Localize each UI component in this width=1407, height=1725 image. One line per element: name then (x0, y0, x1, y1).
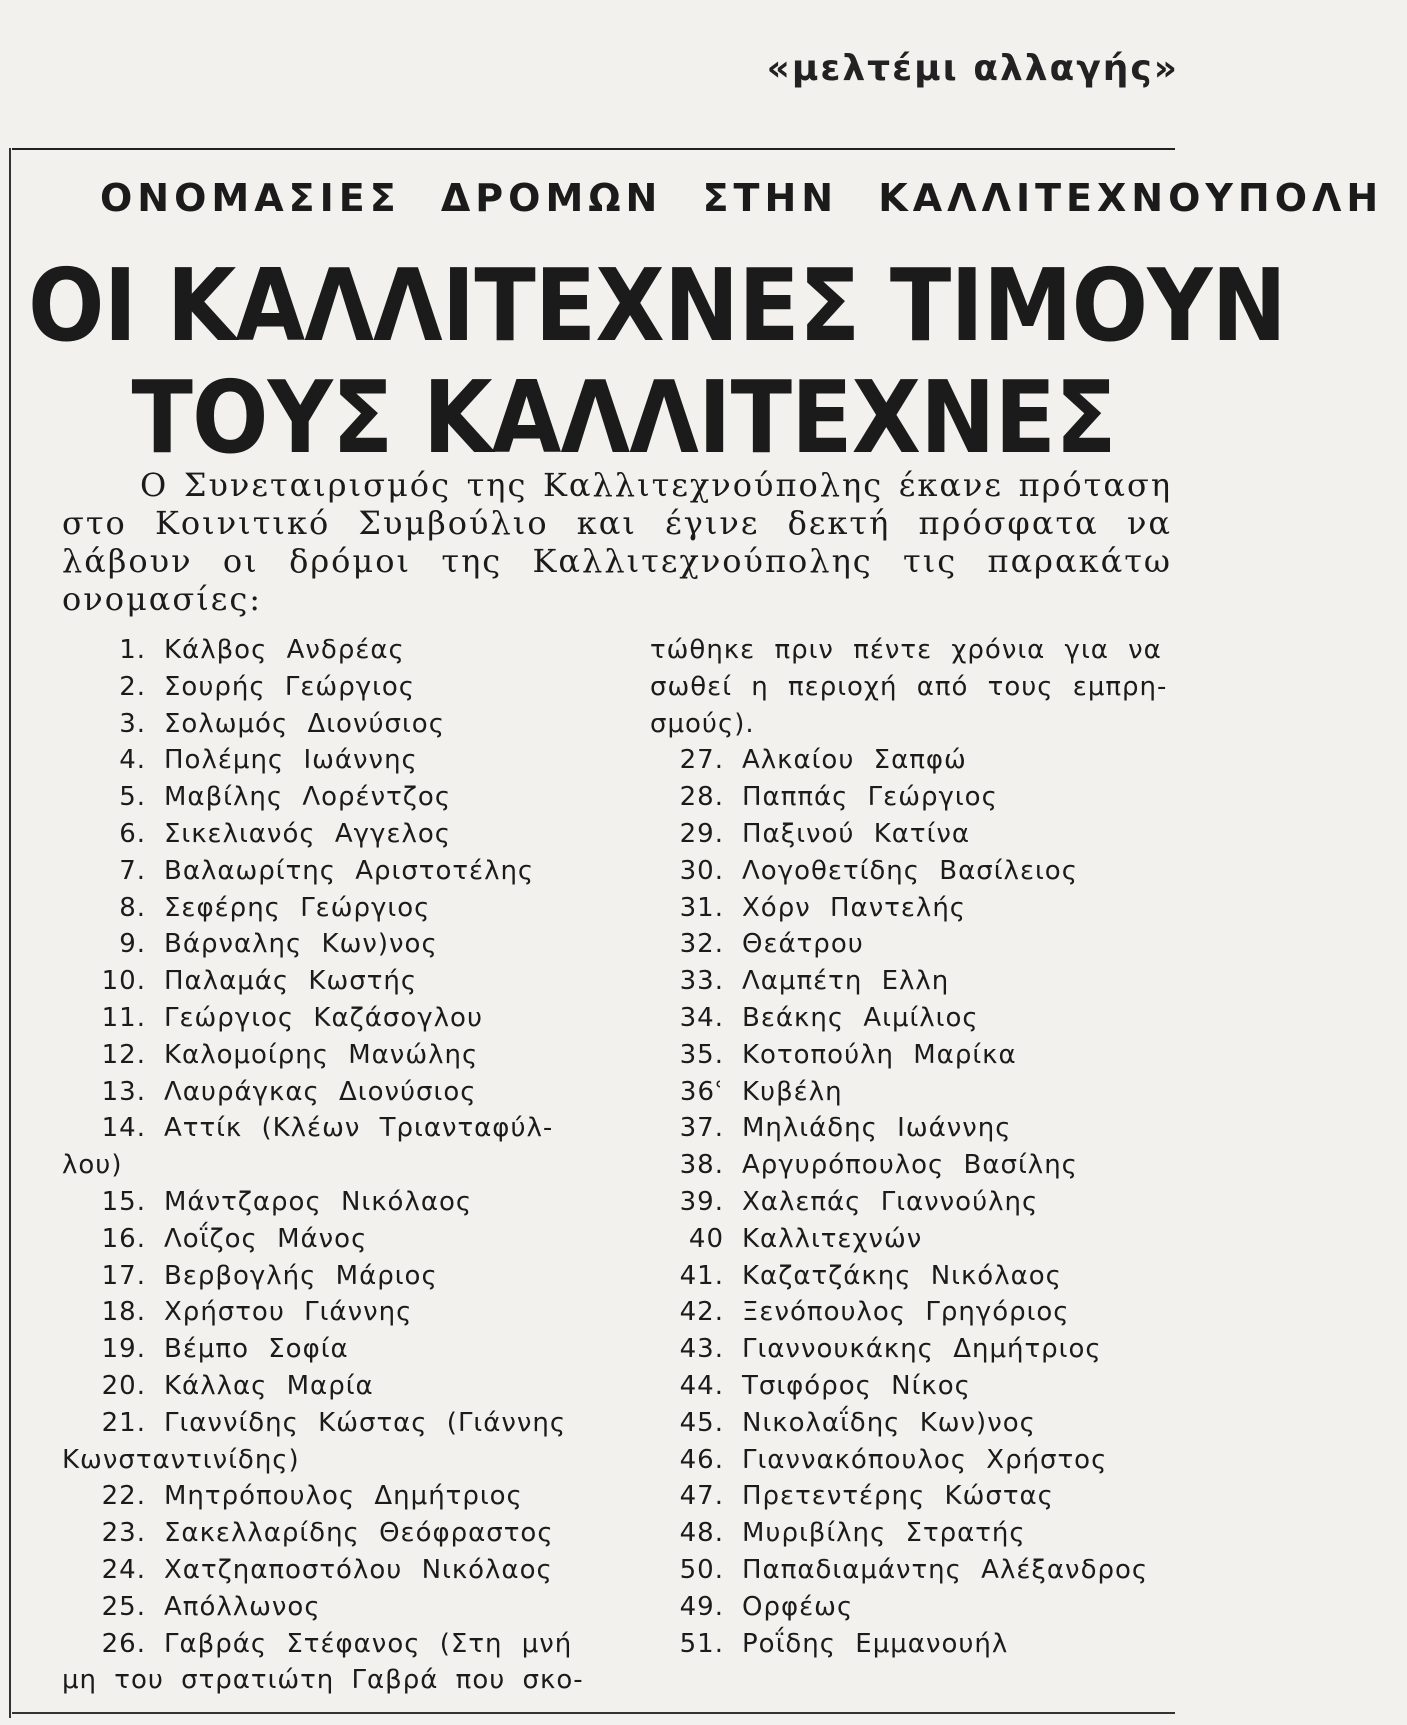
list-item-name: Κυβέλη (742, 1076, 843, 1107)
list-item-name: Βέμπο Σοφία (164, 1334, 349, 1365)
list-item-name: Κάλβος Ανδρέας (164, 635, 405, 665)
list-item-name: Σουρής Γεώργιος (164, 671, 416, 702)
left-column-list (62, 632, 622, 1699)
list-item-name: Βάρναλης Κων)νος (164, 929, 438, 960)
list-item-name: Μαβίλης Λορέντζος (164, 782, 452, 813)
list-item-number: 5. (119, 782, 146, 813)
list-item-number: 10. (101, 966, 146, 997)
list-item-number: 38. (679, 1150, 724, 1181)
list-item (650, 853, 1190, 890)
list-item (650, 1515, 1190, 1552)
list-item (62, 1221, 622, 1258)
list-item-number: 23. (101, 1518, 146, 1549)
list-item-name: Λαμπέτη Ελλη (742, 966, 950, 997)
list-item-number: 42. (679, 1297, 724, 1328)
list-item (62, 890, 622, 927)
list-item-number: 14. (101, 1113, 146, 1144)
list-item-name: Αττίκ (Κλέων Τριανταφύλ- (164, 1113, 554, 1144)
list-item-continuation: λου) (62, 1150, 123, 1181)
list-item (650, 1478, 1190, 1515)
list-item-number: 34. (679, 1002, 724, 1033)
list-item-number: 12. (101, 1039, 146, 1070)
list-item (650, 1405, 1190, 1442)
list-item-name: Χόρν Παντελής (742, 892, 967, 923)
list-item-name: Βερβογλής Μάριος (164, 1260, 438, 1291)
list-item-name: Τσιφόρος Νίκος (742, 1370, 971, 1401)
list-item-number: 43. (679, 1334, 724, 1365)
list-item (650, 816, 1190, 853)
list-item (62, 963, 622, 1000)
top-rule (12, 148, 1175, 150)
list-item-number: 40 (688, 1223, 724, 1254)
list-item (650, 1368, 1190, 1405)
list-item-name: Βεάκης Αιμίλιος (742, 1002, 979, 1033)
list-item (62, 1184, 622, 1221)
list-item (62, 1515, 622, 1552)
list-item (62, 1552, 622, 1589)
list-item (62, 1626, 622, 1663)
list-item-number: 2. (119, 671, 146, 702)
list-item-name: Γιαννακόπουλος Χρήστος (742, 1444, 1108, 1475)
list-item-name: Μυριβίλης Στρατής (742, 1518, 1026, 1549)
list-item-number: 51. (679, 1628, 724, 1659)
list-item-number: 49. (679, 1591, 724, 1622)
list-item-name: Πρετεντέρης Κώστας (742, 1481, 1054, 1512)
list-item (650, 1294, 1190, 1331)
list-item (62, 706, 622, 743)
right-column-continuation-line: σωθεί η περιοχή από τους εμπρη- (650, 671, 1168, 702)
list-item-name: Μητρόπουλος Δημήτριος (164, 1481, 523, 1512)
intro-text: Ο Συνεταιρισμός της Καλλιτεχνούπολης έκανε πρόταση στο Κοινιτικό Συμβούλιο και έγινε δεκτή πρόσφατα να λάβουν οι δρόμοι της Καλλιτεχνούπολης τις παρακάτω ονομασίες: (62, 466, 1172, 618)
list-item-number: 50. (679, 1554, 724, 1585)
list-item-number: 27. (679, 745, 724, 776)
list-item-number: 19. (101, 1334, 146, 1365)
headline (28, 247, 1286, 476)
list-item-number: 28. (679, 782, 724, 813)
list-item-name: Γεώργιος Καζάσογλου (164, 1002, 484, 1033)
list-item-number: 24. (101, 1554, 146, 1585)
list-item (650, 1184, 1190, 1221)
list-item-number: 20. (101, 1370, 146, 1401)
list-item-name: Μάντζαρος Νικόλαος (164, 1186, 473, 1217)
list-item-number: 44. (679, 1370, 724, 1401)
list-item-number: 45. (679, 1407, 724, 1438)
list-item (62, 1405, 622, 1442)
list-item-continuation: Κωνσταντινίδης) (62, 1444, 300, 1475)
list-item-number: 46. (679, 1444, 724, 1475)
list-item (650, 1442, 1190, 1479)
list-item-name: Γιαννίδης Κώστας (Γιάννης (164, 1407, 567, 1438)
right-column-list (650, 632, 1190, 1662)
list-item (62, 1294, 622, 1331)
list-item-number: 16. (101, 1223, 146, 1254)
list-item (62, 669, 622, 706)
list-item-name: Καλλιτεχνών (742, 1223, 923, 1254)
list-item (650, 1110, 1190, 1147)
list-item-name: Καζατζάκης Νικόλαος (742, 1260, 1062, 1291)
list-item-name: Αλκαίου Σαπφώ (742, 745, 967, 776)
list-item-number: 48. (679, 1518, 724, 1549)
right-column-continuation-line: σμούς). (650, 708, 755, 739)
list-item-number: 18. (101, 1297, 146, 1328)
list-item-number: 25. (101, 1591, 146, 1622)
left-column-rule (9, 148, 11, 1718)
list-item-name: Χρήστου Γιάννης (164, 1297, 413, 1328)
list-item-number: 11. (101, 1002, 146, 1033)
list-item-name: Λογοθετίδης Βασίλειος (742, 855, 1078, 886)
list-item-number: 22. (101, 1481, 146, 1512)
intro-paragraph (62, 466, 1172, 618)
list-item (62, 1110, 622, 1147)
list-item (650, 890, 1190, 927)
list-item-number: 36ʿ (679, 1076, 724, 1107)
list-item (62, 1478, 622, 1515)
list-item-number: 17. (101, 1260, 146, 1291)
list-item (650, 1000, 1190, 1037)
list-item-name: Νικολαΐδης Κων)νος (742, 1407, 1036, 1438)
list-item (650, 779, 1190, 816)
list-item (62, 1000, 622, 1037)
list-item-name: Καλομοίρης Μανώλης (164, 1039, 479, 1070)
list-item (62, 1368, 622, 1405)
list-item-name: Γαβράς Στέφανος (Στη μνή (164, 1628, 573, 1659)
list-item-number: 35. (679, 1039, 724, 1070)
list-item-number: 7. (119, 855, 146, 886)
headline-line-1: ΟΙ ΚΑΛΛΙΤΕΧΝΕΣ ΤΙΜΟΥΝ (28, 247, 1286, 364)
list-item (650, 1626, 1190, 1663)
list-item (62, 853, 622, 890)
list-item-number: 39. (679, 1186, 724, 1217)
list-item-number: 33. (679, 966, 724, 997)
list-item (62, 742, 622, 779)
list-item-name: Απόλλωνος (164, 1591, 321, 1622)
list-item-number: 47. (679, 1481, 724, 1512)
list-item-number: 13. (101, 1076, 146, 1107)
list-item-number: 37. (679, 1113, 724, 1144)
headline-line-2: ΤΟΥΣ ΚΑΛΛΙΤΕΧΝΕΣ (131, 359, 1116, 476)
list-item-number: 32. (679, 929, 724, 960)
list-item-number: 3. (119, 708, 146, 739)
list-item-name: Χατζηαποστόλου Νικόλαος (164, 1554, 553, 1585)
list-item (650, 1037, 1190, 1074)
list-item-name: Ξενόπουλος Γρηγόριος (742, 1297, 1070, 1328)
list-item (62, 1258, 622, 1295)
list-item-number: 21. (101, 1407, 146, 1438)
list-item (62, 632, 622, 669)
list-item-name: Παπαδιαμάντης Αλέξανδρος (742, 1554, 1149, 1585)
list-item-number: 31. (679, 892, 724, 923)
list-item-name: Βαλαωρίτης Αριστοτέλης (164, 855, 535, 886)
list-item-name: Πολέμης Ιωάννης (164, 745, 418, 776)
list-item (62, 1037, 622, 1074)
list-item-name: Γιαννουκάκης Δημήτριος (742, 1334, 1102, 1365)
list-item-name: Σικελιανός Αγγελος (164, 818, 452, 849)
list-item-name: Κάλλας Μαρία (164, 1370, 374, 1401)
list-item (62, 779, 622, 816)
list-item (650, 926, 1190, 963)
list-item-number: 1. (119, 635, 146, 665)
masthead: «μελτέμι αλλαγής» (766, 48, 1179, 89)
list-item (650, 742, 1190, 779)
list-item-number: 30. (679, 855, 724, 886)
list-item (650, 963, 1190, 1000)
list-item-name: Μηλιάδης Ιωάννης (742, 1113, 1012, 1144)
list-item-continuation: μη του στρατιώτη Γαβρά που σκο- (62, 1665, 584, 1696)
list-item (62, 1074, 622, 1111)
list-item-name: Σολωμός Διονύσιος (164, 708, 445, 739)
kicker: ΟΝΟΜΑΣΙΕΣ ΔΡΟΜΩΝ ΣΤΗΝ ΚΑΛΛΙΤΕΧΝΟΥΠΟΛΗ (100, 176, 1384, 220)
list-item-name: Ορφέως (742, 1591, 854, 1622)
list-item-name: Λαυράγκας Διονύσιος (164, 1076, 477, 1107)
list-item (62, 1331, 622, 1368)
list-item-name: Παλαμάς Κωστής (164, 966, 418, 997)
list-item-number: 26. (101, 1628, 146, 1659)
list-item (62, 926, 622, 963)
list-item (650, 1258, 1190, 1295)
right-column-continuation-line: τώθηκε πριν πέντε χρόνια για να (650, 635, 1162, 665)
list-item (650, 1331, 1190, 1368)
list-item (62, 816, 622, 853)
list-item (650, 1147, 1190, 1184)
list-item-name: Σακελλαρίδης Θεόφραστος (164, 1518, 554, 1549)
list-item-number: 6. (119, 818, 146, 849)
list-item-number: 4. (119, 745, 146, 776)
list-item-name: Αργυρόπουλος Βασίλης (742, 1150, 1078, 1181)
list-item-number: 9. (119, 929, 146, 960)
list-item (650, 1074, 1190, 1111)
list-item (650, 1589, 1190, 1626)
list-item-name: Παππάς Γεώργιος (742, 782, 998, 813)
list-item (650, 1552, 1190, 1589)
list-item-name: Θεάτρου (742, 929, 864, 960)
list-item-name: Κοτοπούλη Μαρίκα (742, 1039, 1017, 1070)
list-item-name: Ροΐδης Εμμανουήλ (742, 1628, 1009, 1659)
list-item-number: 29. (679, 818, 724, 849)
list-item-number: 41. (679, 1260, 724, 1291)
bottom-rule (12, 1712, 1175, 1714)
list-item-name: Λοΐζος Μάνος (164, 1223, 368, 1254)
list-item-name: Σεφέρης Γεώργιος (164, 892, 431, 923)
list-item (62, 1589, 622, 1626)
list-item-number: 15. (101, 1186, 146, 1217)
list-item-name: Χαλεπάς Γιαννούλης (742, 1186, 1039, 1217)
list-item-number: 8. (119, 892, 146, 923)
list-item-name: Παξινού Κατίνα (742, 818, 971, 849)
list-item (650, 1221, 1190, 1258)
